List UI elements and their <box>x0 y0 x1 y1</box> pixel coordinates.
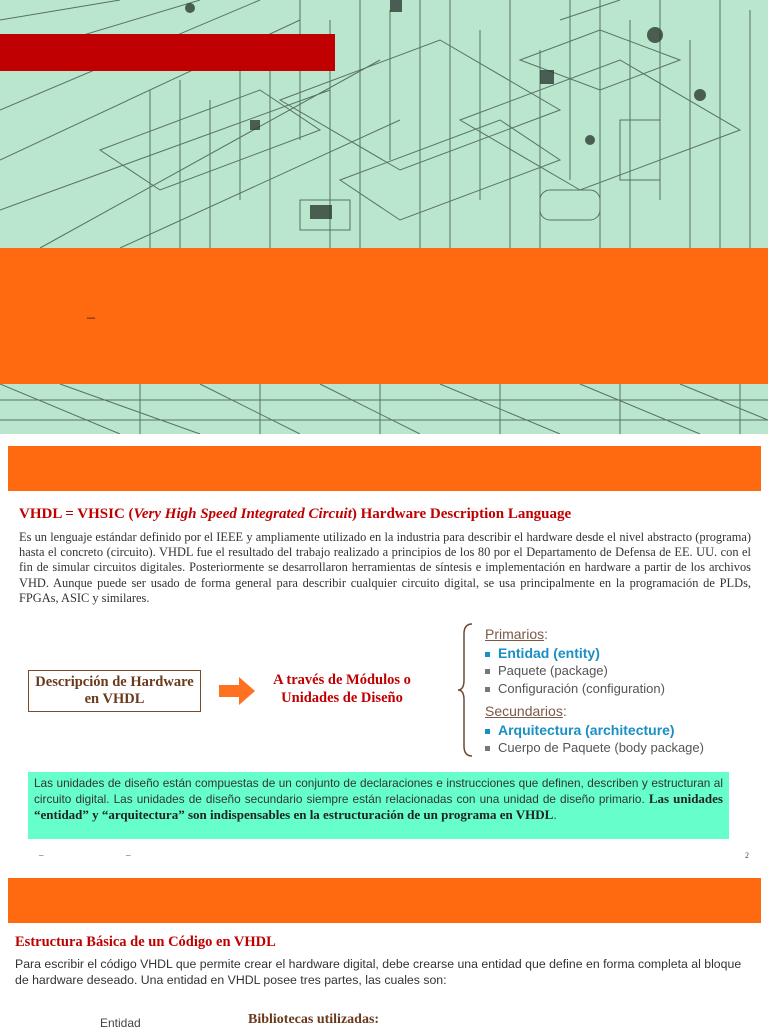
page-number: 2 <box>745 851 749 860</box>
list-item: Arquitectura (architecture) <box>485 722 704 738</box>
square-bullet-icon <box>485 746 490 751</box>
vhdl-intro-paragraph: Es un lenguaje estándar definido por el IEEE y ampliamente utilizado en la industria para describir el hardware desde el nivel abstracto (programa) hasta el concreto (circuito). VHDL fue el resultado del trabajo realizado a principios de los 80 por el Departamento de Defensa de EE. UU. con el fin de simular circuitos digitales. Posteriormente se desarrollaron herramientas de síntesis e implementación en hardware a partir de los archivos VHD. Aunque puede ser usado de forma general para describir cualquier circuito digital, se usa principalmente en la programación de PLDs, FPGAs, ASIC y similares. <box>19 530 751 605</box>
page3-header-bar <box>8 878 761 923</box>
square-bullet-icon <box>485 729 490 734</box>
cover-title-band <box>0 248 768 384</box>
page3-paragraph: Para escribir el código VHDL que permite crear el hardware digital, debe crearse una entidad que define en forma completa al bloque de hardware deseado. Una entidad en VHDL posee tres partes, las cuales son: <box>15 957 742 987</box>
curly-brace-icon <box>456 622 476 758</box>
primary-units-title: Primarios: <box>485 626 549 642</box>
entity-label: Entidad <box>100 1016 141 1030</box>
list-item: Paquete (package) <box>485 663 665 678</box>
secondary-units-group <box>485 703 704 755</box>
list-item: Configuración (configuration) <box>485 681 665 696</box>
cover-red-bar <box>0 34 335 71</box>
page3-title: Estructura Básica de un Código en VHDL <box>15 934 276 950</box>
page2-header-bar <box>8 446 761 491</box>
footer-dash-left: – <box>39 850 44 860</box>
vhdl-definition-title: VHDL = VHSIC (Very High Speed Integrated Circuit) Hardware Description Language <box>19 506 572 522</box>
primary-units-group <box>485 626 665 696</box>
design-units-label: A través de Módulos o Unidades de Diseño <box>273 672 411 706</box>
libraries-label: Bibliotecas utilizadas: <box>248 1012 380 1027</box>
square-bullet-icon <box>485 669 490 674</box>
hardware-description-label: Descripción de Hardware en VHDL <box>35 674 194 707</box>
square-bullet-icon <box>485 652 490 657</box>
design-units-note: Las unidades de diseño están compuestas de un conjunto de declaraciones e instrucciones que definen, describen y estructuran al circuito digital. Las unidades de diseño secundario siempre están relacionadas con una unidad de diseño primario. Las unidades “entidad” y “arquitectura” son indispensables en la estructuración de un programa en VHDL. <box>28 772 729 839</box>
secondary-units-title: Secundarios: <box>485 703 567 719</box>
right-arrow-icon <box>219 677 255 705</box>
square-bullet-icon <box>485 687 490 692</box>
list-item: Cuerpo de Paquete (body package) <box>485 740 704 755</box>
cover-dash: – <box>87 309 95 326</box>
list-item: Entidad (entity) <box>485 645 665 661</box>
footer-dash-right: – <box>126 850 131 860</box>
hardware-description-box <box>28 670 201 712</box>
